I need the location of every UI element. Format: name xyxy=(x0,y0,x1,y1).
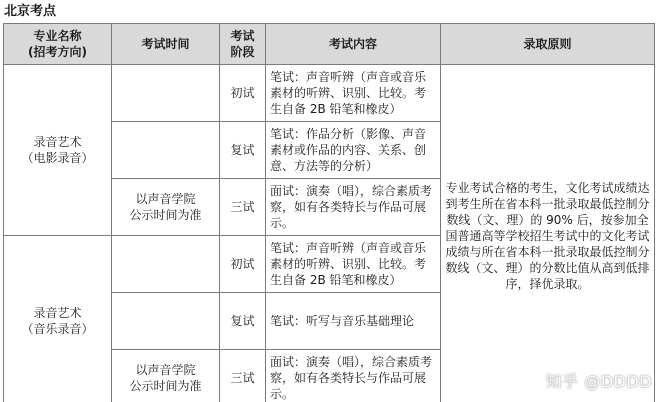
table-row xyxy=(4,65,655,122)
stage-cell: 初试 xyxy=(220,65,266,122)
stage-cell: 三试 xyxy=(220,179,266,236)
header-major-line1: 专业名称 xyxy=(33,29,82,43)
content-cell: 笔试：声音听辨（声音或音乐素材的听辨、识别、比较。考生自备 2B 铅笔和橡皮） xyxy=(266,236,441,293)
rule-cell: 专业考试合格的考生，文化考试成绩达到考生所在省本科一批录取最低控制分数线（文、理）的 90% 后，按参加全国普通高等学校招生考试中的文化考试成绩与所在省本科一批录取最低控制分数线（文、理）的分数比值从高到低排序，择优录取。 xyxy=(441,65,655,402)
major-name: 录音艺术 xyxy=(33,135,82,149)
major-direction: （音乐录音） xyxy=(21,322,94,336)
content-cell: 笔试：作品分析（影像、声音素材或作品的内容、关系、创意、方法等的分析） xyxy=(266,122,441,179)
table-header-row xyxy=(4,24,655,65)
stage-cell: 初试 xyxy=(220,236,266,293)
major-cell xyxy=(4,65,112,236)
content-cell: 面试：演奏（唱），综合素质考察，如有各类特长与作品可展示。 xyxy=(266,350,441,402)
header-time: 考试时间 xyxy=(112,24,220,65)
stage-cell: 复试 xyxy=(220,122,266,179)
time-cell xyxy=(112,293,220,350)
time-cell xyxy=(112,350,220,402)
time-line2: 公示时间为准 xyxy=(129,208,202,222)
header-major-line2: (招考方向) xyxy=(28,45,87,59)
header-stage xyxy=(220,24,266,65)
header-rule: 录取原则 xyxy=(441,24,655,65)
content-cell: 面试：演奏（唱），综合素质考察，如有各类特长与作品可展示。 xyxy=(266,179,441,236)
watermark: 知乎 @DDDD xyxy=(545,372,652,391)
major-name: 录音艺术 xyxy=(33,306,82,320)
header-stage-line2: 阶段 xyxy=(230,45,255,59)
content-cell: 笔试：听写与音乐基础理论 xyxy=(266,293,441,350)
section-title: 北京考点 xyxy=(4,4,57,19)
time-line2: 公示时间为准 xyxy=(129,379,202,393)
time-line1: 以声音学院 xyxy=(135,192,196,206)
time-cell xyxy=(112,65,220,122)
stage-cell: 三试 xyxy=(220,350,266,402)
time-cell xyxy=(112,122,220,179)
content-cell: 笔试：声音听辨（声音或音乐素材的听辨、识别、比较。考生自备 2B 铅笔和橡皮） xyxy=(266,65,441,122)
header-stage-line1: 考试 xyxy=(230,29,255,43)
time-line1: 以声音学院 xyxy=(135,363,196,377)
major-cell xyxy=(4,236,112,402)
major-direction: （电影录音） xyxy=(21,151,94,165)
time-cell xyxy=(112,236,220,293)
header-content: 考试内容 xyxy=(266,24,441,65)
header-major xyxy=(4,24,112,65)
admission-table xyxy=(3,23,655,402)
stage-cell: 复试 xyxy=(220,293,266,350)
time-cell xyxy=(112,179,220,236)
